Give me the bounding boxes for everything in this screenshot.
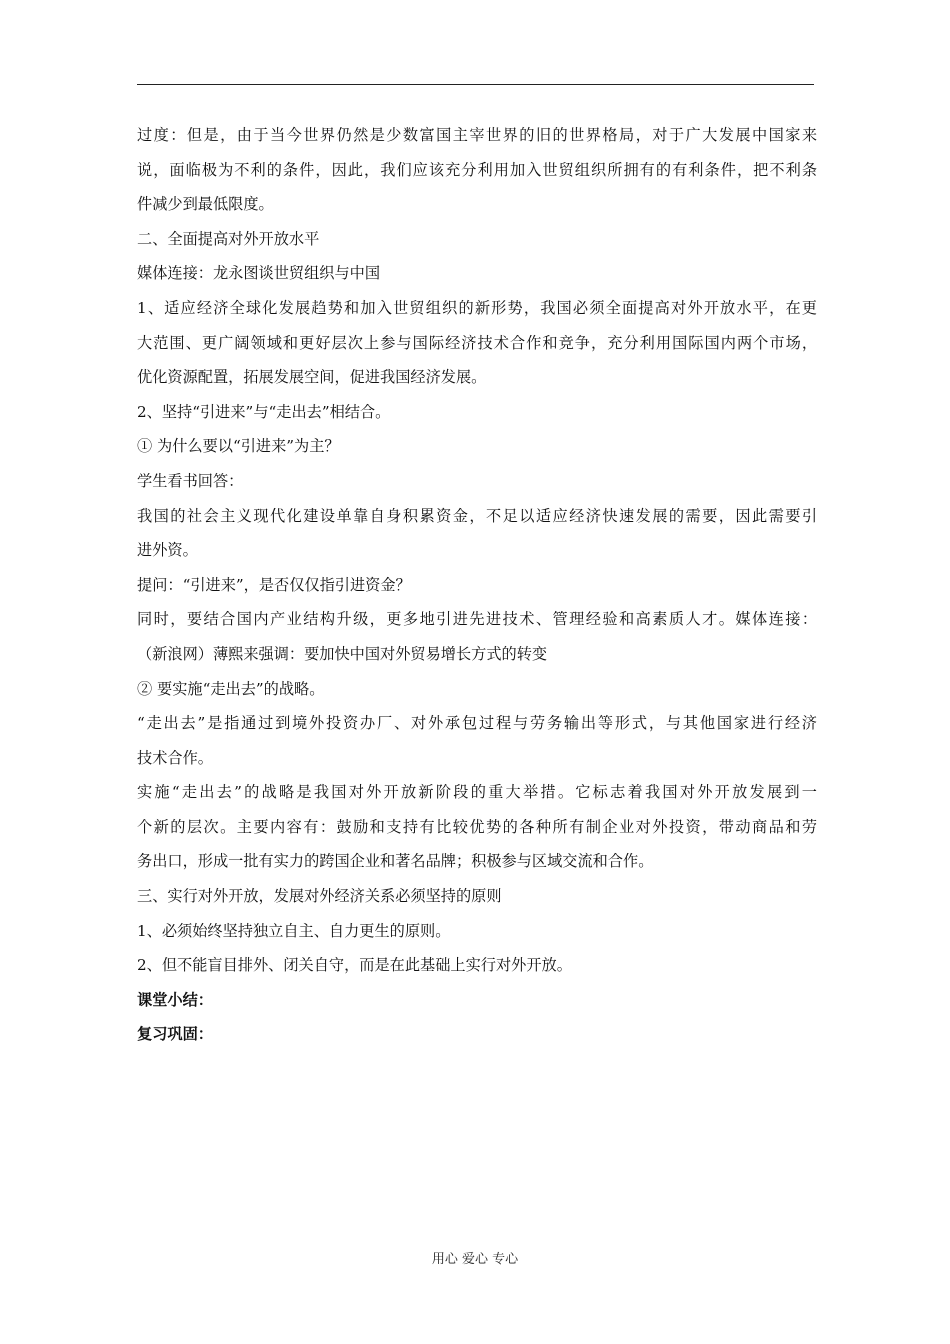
document-body [137, 118, 817, 1052]
paragraph-line: 2、坚持“引进来”与“走出去”相结合。 [137, 402, 391, 421]
section-heading: 二、全面提高对外开放水平 [137, 229, 320, 248]
paragraph-line: 过度：但是，由于当今世界仍然是少数富国主宰世界的旧的世界格局，对于广大发展中国家来 [137, 126, 817, 144]
paragraph-line: 优化资源配置，拓展发展空间，促进我国经济发展。 [137, 368, 487, 387]
paragraph-line: “走出去”是指通过到境外投资办厂、对外承包过程与劳务输出等形式，与其他国家进行经济 [137, 714, 817, 733]
page-footer: 用心 爱心 专心 [431, 1252, 519, 1267]
paragraph-line: 大范围、更广阔领域和更好层次上参与国际经济技术合作和竞争，充分利用国际国内两个市场， [137, 333, 817, 352]
paragraph-line: 说，面临极为不利的条件，因此，我们应该充分利用加入世贸组织所拥有的有利条件，把不利条 [137, 160, 817, 179]
summary-heading: 课堂小结： [137, 990, 213, 1009]
paragraph-line: 技术合作。 [137, 748, 213, 767]
paragraph-line: 提问：“引进来”，是否仅仅指引进资金？ [137, 575, 411, 594]
paragraph-line: 同时，要结合国内产业结构升级，更多地引进先进技术、管理经验和高素质人才。媒体连接： [137, 610, 817, 629]
paragraph-line: 1、适应经济全球化发展趋势和加入世贸组织的新形势，我国必须全面提高对外开放水平，在更 [137, 298, 817, 317]
paragraph-line: 2、但不能盲目排外、闭关自守，而是在此基础上实行对外开放。 [137, 956, 572, 975]
paragraph-line: 媒体连接：龙永图谈世贸组织与中国 [137, 264, 380, 283]
paragraph-line: 进外资。 [137, 541, 198, 560]
paragraph-line: 个新的层次。主要内容有：鼓励和支持有比较优势的各种所有制企业对外投资，带动商品和劳 [137, 817, 817, 836]
review-heading: 复习巩固： [137, 1025, 213, 1044]
section-heading: 三、实行对外开放，发展对外经济关系必须坚持的原则 [137, 887, 502, 906]
paragraph-line: 学生看书回答： [137, 471, 244, 490]
paragraph-line: （新浪网）薄熙来强调：要加快中国对外贸易增长方式的转变 [137, 644, 548, 663]
header-rule [137, 84, 814, 85]
paragraph-line: 实施“走出去”的战略是我国对外开放新阶段的重大举措。它标志着我国对外开放发展到一 [137, 783, 817, 802]
paragraph-line: 务出口，形成一批有实力的跨国企业和著名品牌；积极参与区域交流和合作。 [137, 852, 654, 871]
paragraph-line: 件减少到最低限度。 [137, 195, 274, 214]
paragraph-line: ② 要实施“走出去”的战略。 [137, 679, 325, 698]
paragraph-line: 1、必须始终坚持独立自主、自力更生的原则。 [137, 921, 451, 940]
paragraph-line: 我国的社会主义现代化建设单靠自身积累资金，不足以适应经济快速发展的需要，因此需要引 [137, 506, 817, 525]
paragraph-line: ① 为什么要以“引进来”为主？ [137, 437, 340, 456]
